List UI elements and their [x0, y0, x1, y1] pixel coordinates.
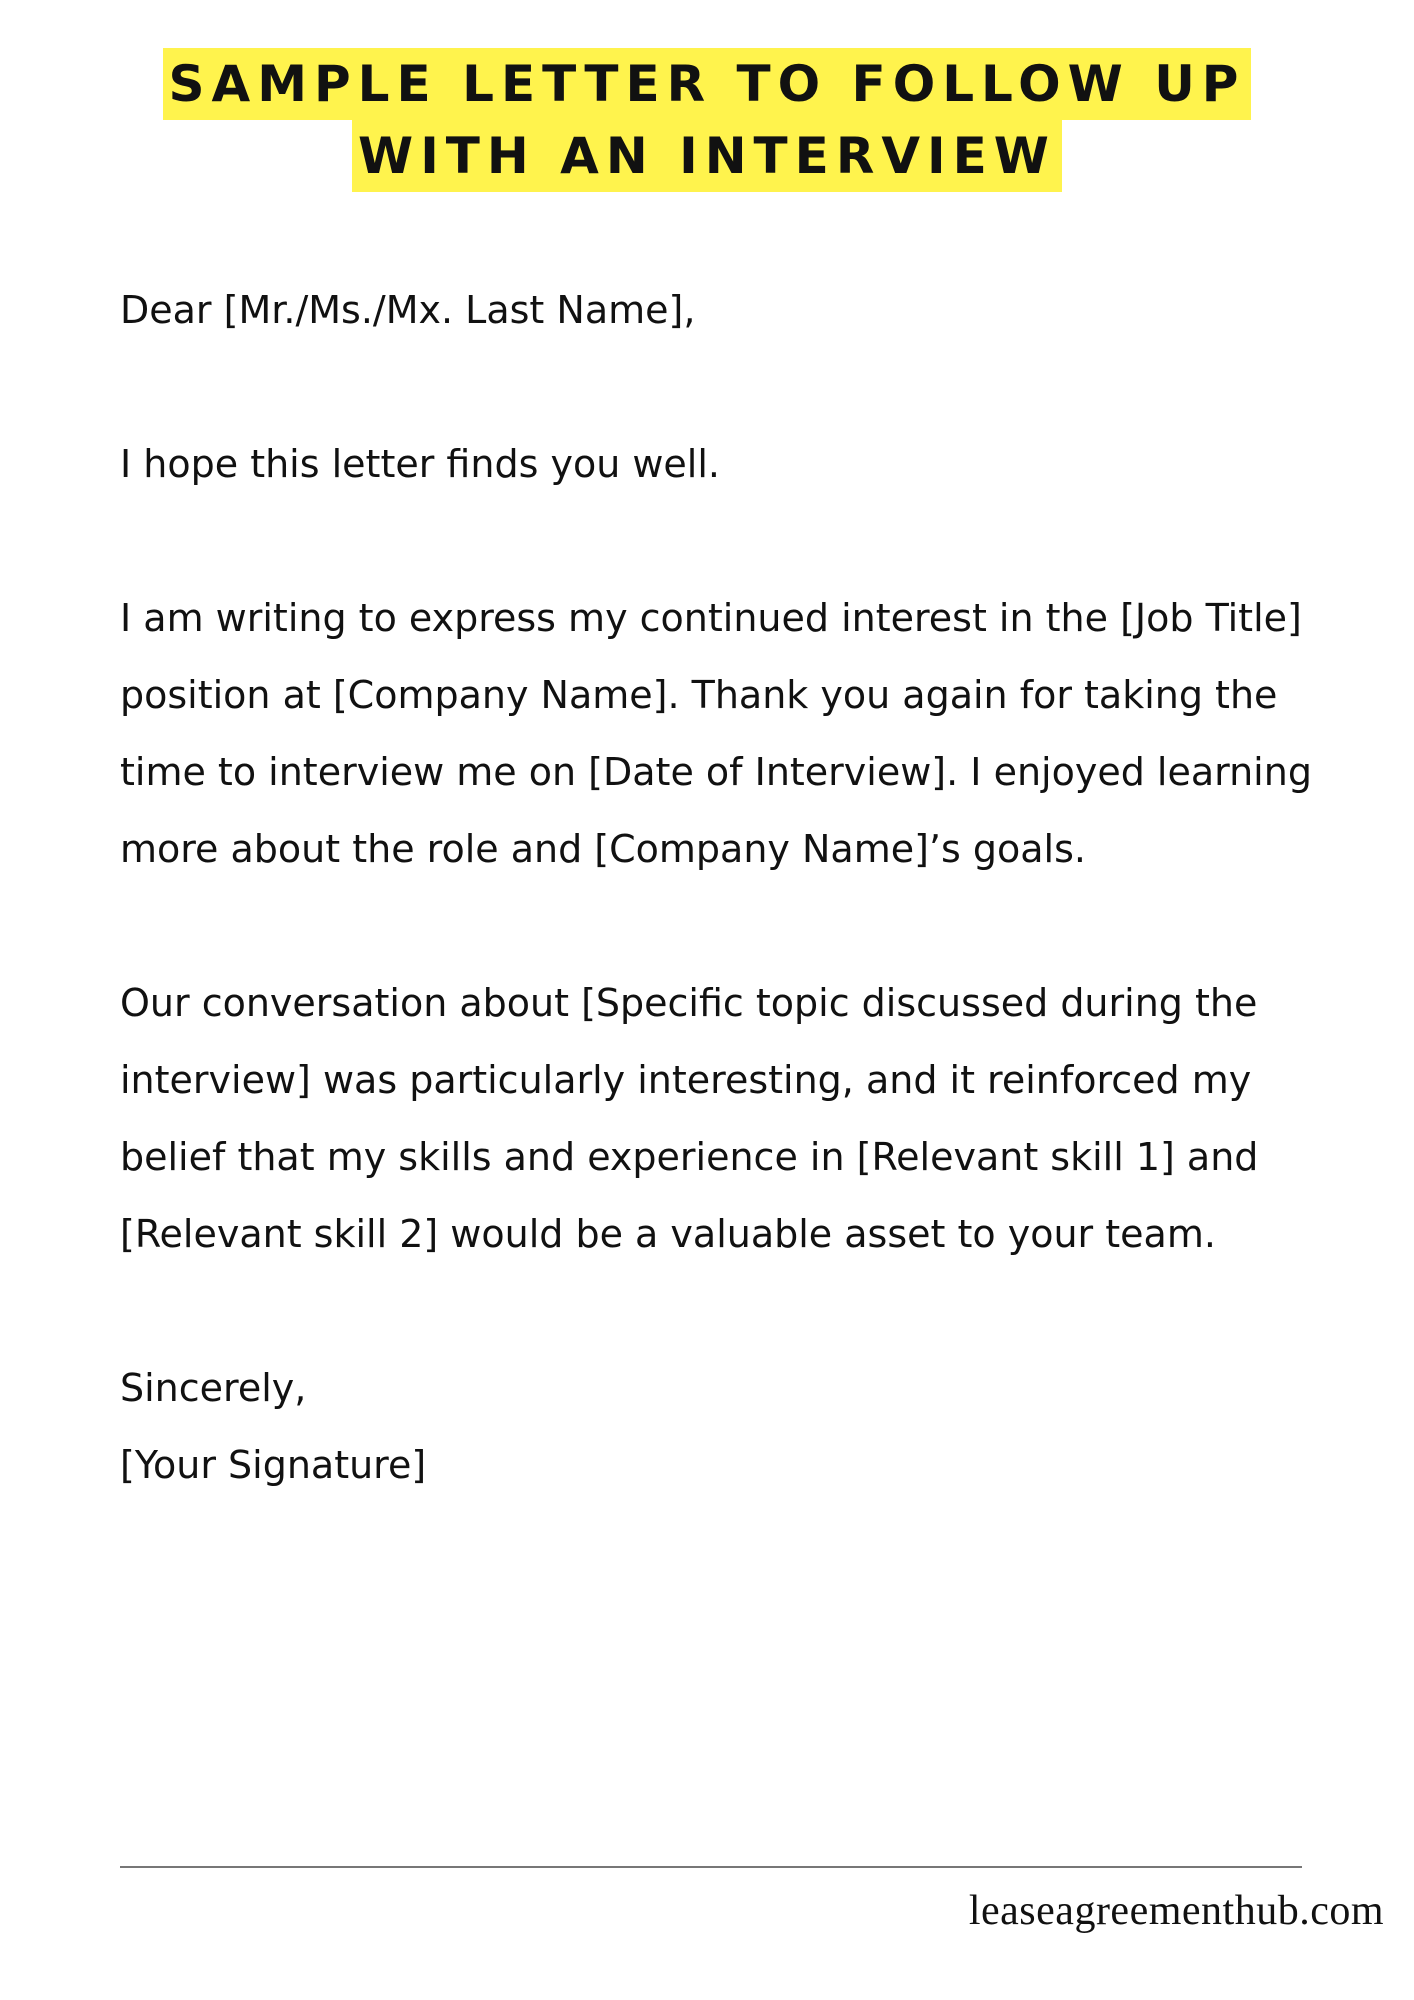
salutation: Dear [Mr./Ms./Mx. Last Name],: [120, 288, 696, 332]
footer-divider: [120, 1866, 1302, 1868]
paragraph-interest: I am writing to express my continued interest in the [Job Title] position at [Company Name]. Thank you again for taking the time to interview me on [Date of Interview]. I enjoyed learning more about the role and [Company Name]’s goals.: [120, 596, 1312, 871]
title-line-1: SAMPLE LETTER TO FOLLOW UP: [163, 48, 1252, 120]
paragraph-greeting: I hope this letter finds you well.: [120, 442, 721, 486]
paragraph-conversation: Our conversation about [Specific topic discussed during the interview] was particularly interesting, and it reinforced my belief that my skills and experience in [Relevant skill 1] and [Relevant skill 2] would be a valuable asset to your team.: [120, 981, 1259, 1256]
letter-body: [120, 272, 1350, 1504]
page-title: [0, 48, 1414, 192]
footer-site-name: leaseagreementhub.com: [968, 1888, 1384, 1934]
signature-placeholder: [Your Signature]: [120, 1443, 427, 1487]
closing: Sincerely,: [120, 1366, 307, 1410]
title-line-2: WITH AN INTERVIEW: [352, 120, 1062, 192]
